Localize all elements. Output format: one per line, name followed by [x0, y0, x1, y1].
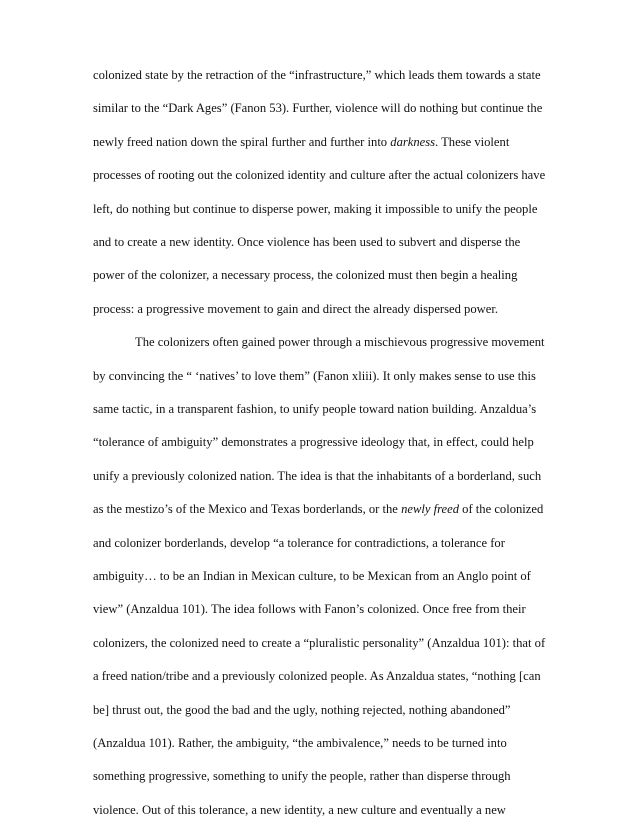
- italic-text: newly freed: [401, 502, 459, 517]
- text-span: be] thrust out, the good the bad and the ugly, nothing rejected, nothing abandoned”: [93, 702, 511, 717]
- text-line: [93, 702, 510, 718]
- text-span: processes of rooting out the colonized identity and culture after the actual colonizers have: [93, 168, 546, 183]
- text-span: by convincing the “ ‘natives’ to love them” (Fanon xliii). It only makes sense to use this: [93, 368, 536, 383]
- text-line: [93, 234, 520, 250]
- text-span: colonizers, the colonized need to create a “pluralistic personality” (Anzaldua 101): that of: [93, 635, 546, 650]
- text-line: [93, 568, 531, 584]
- text-line: [93, 334, 545, 350]
- text-span: view” (Anzaldua 101). The idea follows with Fanon’s colonized. Once free from their: [93, 602, 526, 617]
- text-span: similar to the “Dark Ages” (Fanon 53). Further, violence will do nothing but continue the: [93, 101, 543, 116]
- text-span: same tactic, in a transparent fashion, to unify people toward nation building. Anzaldua’s: [93, 402, 537, 416]
- text-span: process: a progressive movement to gain and direct the already dispersed power.: [93, 301, 498, 316]
- text-span: power of the colonizer, a necessary process, the colonized must then begin a healing: [93, 268, 518, 283]
- text-span: (Anzaldua 101). Rather, the ambiguity, “the ambivalence,” needs to be turned into: [93, 736, 507, 750]
- text-span: unify a previously colonized nation. The idea is that the inhabitants of a borderland, such: [93, 468, 542, 483]
- text-line: [93, 635, 545, 651]
- text-span: ambiguity… to be an Indian in Mexican culture, to be Mexican from an Anglo point of: [93, 569, 531, 583]
- text-line: [93, 401, 536, 417]
- text-span: a freed nation/tribe and a previously colonized people. As Anzaldua states, “nothing [can: [93, 669, 541, 684]
- text-span: something progressive, something to unify the people, rather than disperse through: [93, 769, 511, 784]
- text-line: [93, 501, 543, 517]
- text-span: left, do nothing but continue to disperse power, making it impossible to unify the people: [93, 201, 538, 216]
- text-span: colonized state by the retraction of the “infrastructure,” which leads them towards a state: [93, 68, 541, 82]
- text-span: “tolerance of ambiguity” demonstrates a progressive ideology that, in effect, could help: [93, 435, 534, 450]
- text-line: [93, 535, 505, 551]
- text-span: of the colonized: [459, 502, 544, 517]
- text-line: [93, 601, 526, 617]
- text-line: [93, 668, 541, 684]
- text-line: [93, 201, 537, 217]
- text-line: [93, 301, 498, 317]
- text-line: [93, 267, 517, 283]
- text-span: . These violent: [435, 134, 510, 149]
- text-line: [93, 768, 511, 784]
- text-line: [93, 735, 507, 751]
- text-line: [93, 434, 534, 450]
- text-line: [93, 802, 506, 818]
- text-span: newly freed nation down the spiral further and further into: [93, 134, 391, 149]
- text-line: [93, 368, 536, 384]
- text-line: [93, 468, 541, 484]
- text-line: [93, 167, 545, 183]
- text-span: violence. Out of this tolerance, a new identity, a new culture and eventually a new: [93, 802, 506, 817]
- text-line: [93, 67, 541, 83]
- text-span: and to create a new identity. Once violence has been used to subvert and disperse the: [93, 235, 521, 249]
- text-line: [93, 100, 542, 116]
- text-span: and colonizer borderlands, develop “a tolerance for contradictions, a tolerance for: [93, 535, 505, 550]
- text-line: [93, 134, 509, 150]
- text-span: The colonizers often gained power through a mischievous progressive movement: [135, 335, 545, 350]
- text-span: as the mestizo’s of the Mexico and Texas borderlands, or the: [93, 502, 402, 517]
- italic-text: darkness: [390, 134, 436, 149]
